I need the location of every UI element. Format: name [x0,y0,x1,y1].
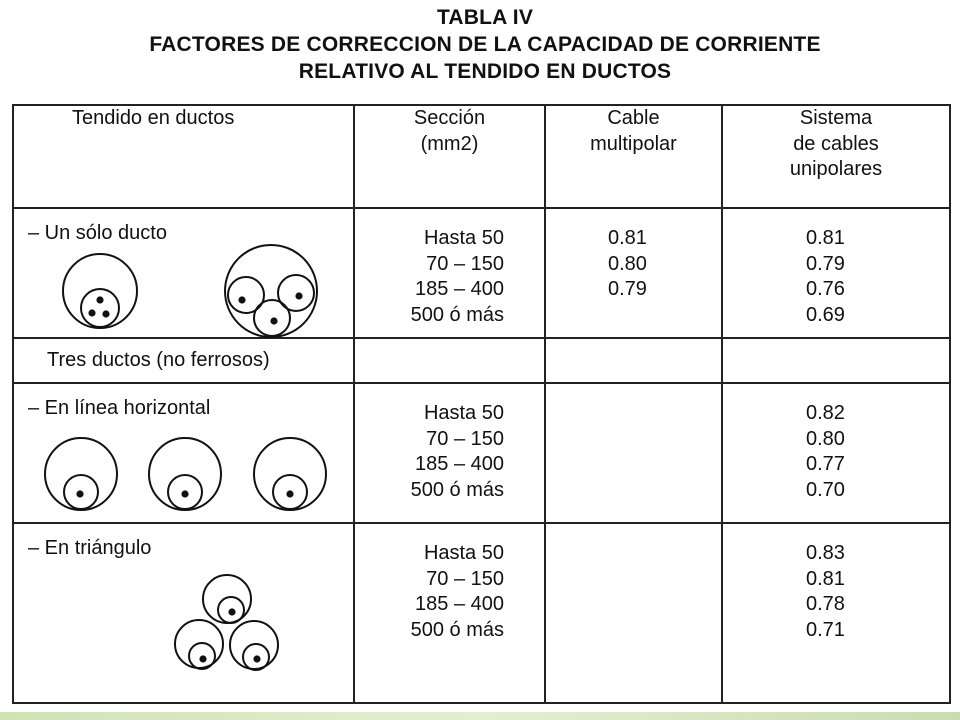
title-line-1: FACTORES DE CORRECCION DE LA CAPACIDAD DE CORRIENTE [149,33,821,56]
row-label: – En línea horizontal [28,397,211,419]
header-tendido: Tendido en ductos [13,105,354,208]
factor-value: 0.81 [806,227,845,249]
seccion-value: 185 – 400 [415,593,504,615]
unipolares-cell-linea-horizontal [722,383,950,523]
factor-value: 0.69 [806,303,845,326]
multipolar-cell-linea-horizontal [545,383,722,523]
correction-factors-table [12,104,951,704]
single-duct-multipolar-diagram [60,251,140,331]
tendido-cell-linea-horizontal [13,383,354,523]
header-seccion: Sección (mm2) [354,105,545,208]
tendido-cell-triangulo [13,523,354,703]
seccion-cell-linea-horizontal [354,383,545,523]
factor-value: 0.80 [608,252,647,275]
row-label: – En triángulo [28,537,152,559]
factor-value: 0.70 [806,478,845,501]
multipolar-cell-triangulo [545,523,722,703]
seccion-cell-un-solo-ducto [354,208,545,338]
tendido-cell-un-solo-ducto [13,208,354,338]
factor-value: 0.81 [608,227,647,249]
triangle-duct-diagram [172,572,282,682]
factor-value: 0.83 [806,542,845,564]
seccion-value: Hasta 50 [423,402,504,424]
factor-value: 0.77 [806,453,845,475]
seccion-value: 500 ó más [410,478,504,501]
factor-value: 0.79 [608,278,647,300]
header-cable-multipolar: Cable multipolar [545,105,722,208]
document-title [0,4,960,85]
seccion-value: 185 – 400 [415,278,504,300]
footer-band [0,712,960,720]
multipolar-cell-tres-ductos [545,338,722,383]
seccion-value: 185 – 400 [415,453,504,475]
table-number: TABLA IV [436,6,534,29]
unipolares-cell-un-solo-ducto [722,208,950,338]
horizontal-duct-diagram [44,436,334,516]
multipolar-cell-un-solo-ducto [545,208,722,338]
factor-value: 0.76 [806,278,845,300]
header-sistema-unipolares: Sistema de cables unipolares [722,105,950,208]
seccion-value: Hasta 50 [423,542,504,564]
factor-value: 0.78 [806,593,845,615]
factor-value: 0.80 [806,427,845,450]
seccion-value: Hasta 50 [423,227,504,249]
single-duct-unipolar-diagram [216,241,326,341]
factor-value: 0.81 [806,567,845,590]
seccion-value: 500 ó más [410,303,504,326]
factor-value: 0.82 [806,402,845,424]
seccion-cell-triangulo [354,523,545,703]
row-label: – Un sólo ducto [28,222,167,244]
title-line-2: RELATIVO AL TENDIDO EN DUCTOS [298,60,672,83]
row-label: Tres ductos (no ferrosos) [47,348,270,371]
seccion-value: 70 – 150 [426,427,504,450]
unipolares-cell-tres-ductos [722,338,950,383]
seccion-cell-tres-ductos [354,338,545,383]
seccion-value: 70 – 150 [426,252,504,275]
unipolares-cell-triangulo [722,523,950,703]
row-un-solo-ducto [13,208,950,338]
factor-value: 0.79 [806,252,845,275]
tendido-cell-tres-ductos [13,338,354,383]
seccion-value: 500 ó más [410,618,504,641]
header-row [13,105,950,208]
row-linea-horizontal [13,383,950,523]
factor-value: 0.71 [806,618,845,641]
row-tres-ductos [13,338,950,383]
row-triangulo [13,523,950,703]
seccion-value: 70 – 150 [426,567,504,590]
